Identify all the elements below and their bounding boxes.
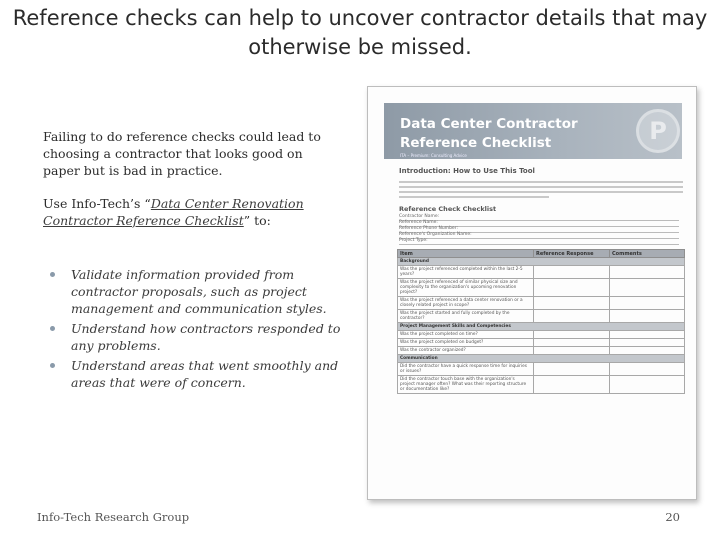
bullet-item: [50, 357, 342, 391]
bullet-list: [50, 266, 342, 394]
item-cell: Was the contractor organized?: [398, 347, 534, 355]
section-label: Project Management Skills and Competencies: [398, 323, 685, 331]
usage-suffix: ” to:: [243, 213, 271, 228]
item-cell: Did the contractor have a quick response time for inquiries or issues?: [398, 363, 534, 376]
column-header-item: Item: [398, 250, 534, 258]
item-cell: Was the project referenced of similar physical size and complexity to the organization's upcoming renovation project?: [398, 279, 534, 297]
table-header-row: [398, 250, 685, 258]
comment-cell: [610, 376, 685, 394]
footer-company: Info-Tech Research Group: [37, 510, 190, 524]
document-title-line1: Data Center Contractor: [400, 116, 578, 132]
table-row: [398, 347, 685, 355]
response-cell: [534, 279, 610, 297]
table-row: [398, 266, 685, 279]
document-field: Reference Name:: [399, 220, 679, 227]
table-row: [398, 376, 685, 394]
document-header: [384, 103, 682, 159]
column-header-response: Reference Response: [534, 250, 610, 258]
comment-cell: [610, 279, 685, 297]
document-title: [400, 115, 578, 153]
section-label: Background: [398, 258, 685, 266]
bullet-dot-icon: [50, 326, 55, 331]
table-section-row: [398, 355, 685, 363]
table-row: [398, 297, 685, 310]
item-cell: Did the contractor touch base with the organization's project manager often? What was their reporting structure or documentation like?: [398, 376, 534, 394]
document-subtitle: ITA – Premium: Consulting Advice: [400, 153, 467, 158]
table-row: [398, 331, 685, 339]
page-number: 20: [665, 510, 680, 524]
intro-paragraph: Failing to do reference checks could lead to choosing a contractor that looks good on paper but is bad in practice.: [43, 129, 321, 178]
slide-title: Reference checks can help to uncover contractor details that may otherwise be missed.: [12, 6, 708, 59]
bullet-text: Understand how contractors responded to any problems.: [71, 321, 341, 353]
table-row: [398, 339, 685, 347]
response-cell: [534, 363, 610, 376]
bullet-item: [50, 320, 342, 354]
item-cell: Was the project referenced completed within the last 2-5 years?: [398, 266, 534, 279]
document-field: Project Type:: [399, 238, 679, 245]
comment-cell: [610, 297, 685, 310]
intro-text-line: [399, 181, 683, 183]
bullet-text: Understand areas that went smoothly and areas that were of concern.: [71, 358, 339, 390]
checklist-table: [397, 249, 685, 394]
comment-cell: [610, 266, 685, 279]
response-cell: [534, 297, 610, 310]
brand-logo-letter: P: [649, 117, 667, 145]
column-header-comments: Comments: [610, 250, 685, 258]
document-intro-heading: Introduction: How to Use This Tool: [399, 167, 535, 175]
document-field: Contractor Name:: [399, 214, 679, 221]
comment-cell: [610, 310, 685, 323]
table-section-row: [398, 323, 685, 331]
item-cell: Was the project referenced a data center renovation or a closely related project in scope?: [398, 297, 534, 310]
intro-text-line: [399, 191, 683, 193]
section-label: Communication: [398, 355, 685, 363]
item-cell: Was the project completed on time?: [398, 331, 534, 339]
comment-cell: [610, 339, 685, 347]
intro-text-line: [399, 186, 683, 188]
document-title-line2: Reference Checklist: [400, 135, 552, 151]
bullet-dot-icon: [50, 272, 55, 277]
bullet-text: Validate information provided from contractor proposals, such as project management and communication styles.: [71, 267, 327, 316]
response-cell: [534, 266, 610, 279]
checklist-link[interactable]: Data Center Renovation Contractor Reference Checklist: [43, 196, 304, 228]
table-row: [398, 279, 685, 297]
response-cell: [534, 310, 610, 323]
item-cell: Was the project started and fully completed by the contractor?: [398, 310, 534, 323]
checklist-document-preview: [367, 86, 697, 500]
item-cell: Was the project completed on budget?: [398, 339, 534, 347]
comment-cell: [610, 331, 685, 339]
table-row: [398, 310, 685, 323]
usage-prefix: Use Info-Tech’s “: [43, 196, 151, 211]
comment-cell: [610, 347, 685, 355]
table-row: [398, 363, 685, 376]
table-section-row: [398, 258, 685, 266]
response-cell: [534, 331, 610, 339]
response-cell: [534, 347, 610, 355]
response-cell: [534, 339, 610, 347]
document-field: Reference Phone Number:: [399, 226, 679, 233]
brand-logo-icon: [636, 109, 680, 153]
intro-text-line: [399, 196, 549, 198]
comment-cell: [610, 363, 685, 376]
bullet-item: [50, 266, 342, 317]
bullet-dot-icon: [50, 363, 55, 368]
response-cell: [534, 376, 610, 394]
document-field: Reference's Organization Name:: [399, 232, 679, 239]
usage-paragraph: [43, 195, 343, 229]
document-checklist-heading: Reference Check Checklist: [399, 205, 497, 213]
